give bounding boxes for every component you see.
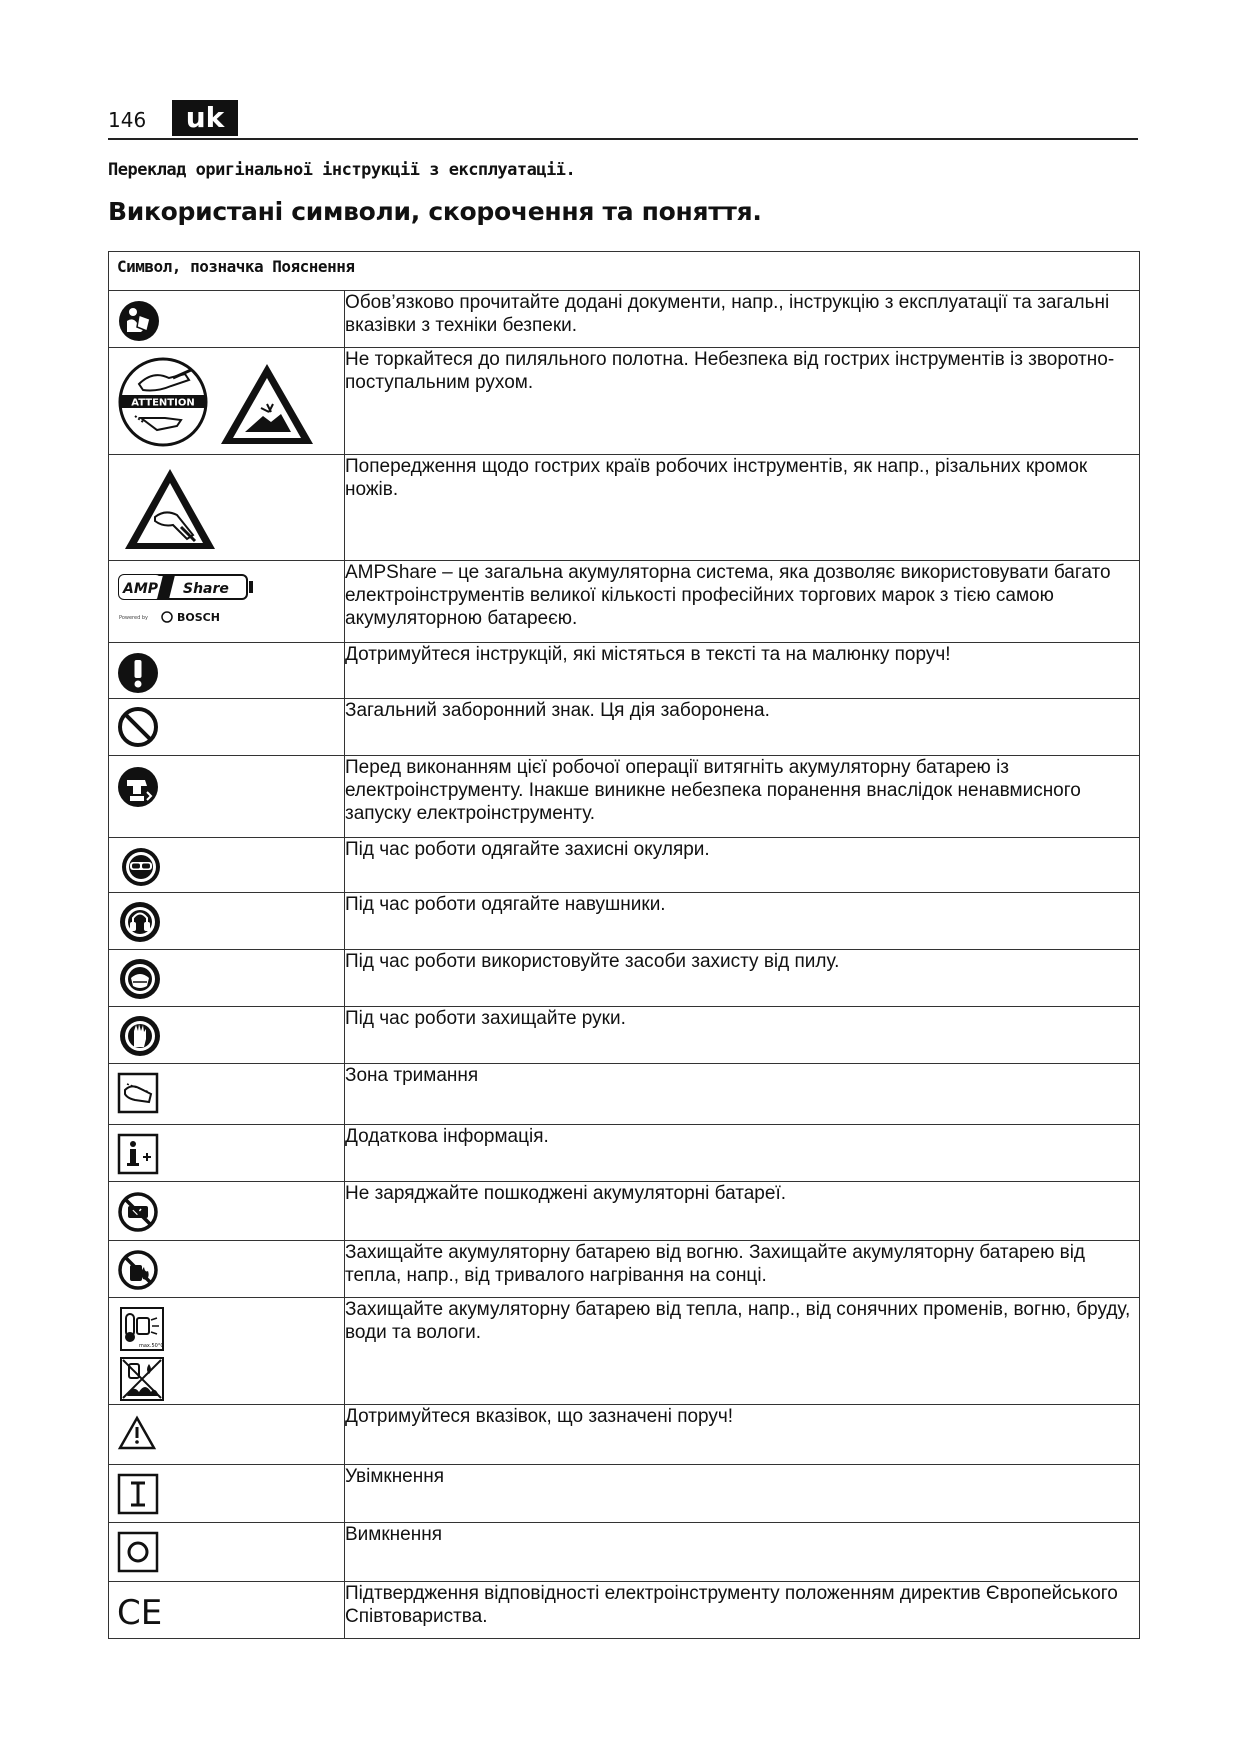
table-row	[109, 699, 1140, 756]
row-text: Обов’язково прочитайте додані документи, напр., інструкцію з експлуатації та загальні вказівки з техніки безпеки.	[345, 291, 1140, 348]
row-text: Зона тримання	[345, 1064, 1140, 1125]
prohibition-icon	[117, 706, 159, 748]
table-row	[109, 1182, 1140, 1241]
max-temperature-label: max.50°C	[139, 1343, 164, 1349]
section-title: Використані символи, скорочення та поняття.	[108, 197, 762, 226]
table-header-row	[109, 252, 1140, 291]
gloves-icon	[119, 1015, 161, 1057]
table-header	[109, 252, 1140, 291]
row-text: Попередження щодо гострих країв робочих інструментів, як напр., різальних кромок ножів.	[345, 455, 1140, 561]
warning-triangle-icon	[117, 1415, 157, 1451]
row-text: Загальний заборонний знак. Ця дія заборонена.	[345, 699, 1140, 756]
table-row	[109, 950, 1140, 1007]
ce-label: CE	[117, 1594, 163, 1628]
read-manual-icon	[117, 299, 161, 343]
saw-warning-icon	[217, 360, 317, 448]
table-row	[109, 838, 1140, 893]
ear-protection-icon	[119, 901, 161, 943]
row-text: Не заряджайте пошкоджені акумуляторні батареї.	[345, 1182, 1140, 1241]
table-row	[109, 348, 1140, 455]
column-header-symbol: Символ, позначка	[117, 257, 264, 276]
page-header	[108, 100, 1138, 140]
powered-by-label: Powered by	[119, 615, 148, 621]
row-text: AMPShare – це загальна акумуляторна система, яка дозволяє використовувати багато електроінструментів великої кількості професійних торгових марок з тією самою акумуляторною батареєю.	[345, 561, 1140, 643]
attention-label: ATTENTION	[131, 397, 195, 409]
table-row	[109, 1007, 1140, 1064]
table-row	[109, 1298, 1140, 1405]
grip-zone-icon	[117, 1072, 159, 1114]
sharp-edges-warning-icon	[121, 465, 219, 553]
row-text: Перед виконанням цієї робочої операції витягніть акумуляторну батарею із електроінструменту. Інакше виникне небезпека поранення внаслідок ненавмисного запуску електроінструменту.	[345, 756, 1140, 838]
battery-fire-protection-icon	[117, 1249, 159, 1291]
ce-mark-icon	[117, 1594, 167, 1628]
symbols-table	[108, 251, 1140, 1639]
column-header-explanation: Пояснення	[272, 257, 355, 276]
language-badge: uk	[172, 100, 238, 136]
page-number: 146	[108, 108, 147, 132]
row-text: Увімкнення	[345, 1465, 1140, 1523]
no-charge-damaged-battery-icon	[117, 1191, 159, 1233]
battery-heat-water-icon	[119, 1356, 165, 1402]
row-text: Захищайте акумуляторну батарею від вогню. Захищайте акумуляторну батарею від тепла, напр., від тривалого нагрівання на сонці.	[345, 1241, 1140, 1298]
table-row	[109, 1465, 1140, 1523]
row-text: Дотримуйтеся інструкцій, які містяться в тексті та на малюнку поруч!	[345, 643, 1140, 699]
table-row	[109, 291, 1140, 348]
table-row	[109, 455, 1140, 561]
table-row	[109, 1241, 1140, 1298]
table-row	[109, 1064, 1140, 1125]
exclamation-icon	[117, 652, 159, 694]
share-label: Share	[183, 581, 229, 597]
row-text: Під час роботи захищайте руки.	[345, 1007, 1140, 1064]
table-row	[109, 1405, 1140, 1465]
power-off-icon	[117, 1531, 159, 1573]
safety-goggles-icon	[121, 847, 161, 887]
row-text: Підтвердження відповідності електроінструменту положенням директив Європейського Співтовариства.	[345, 1582, 1140, 1639]
row-text: Під час роботи одягайте захисні окуляри.	[345, 838, 1140, 893]
table-row	[109, 643, 1140, 699]
row-text: Під час роботи одягайте навушники.	[345, 893, 1140, 950]
table-row	[109, 1523, 1140, 1582]
table-row	[109, 1125, 1140, 1182]
table-row	[109, 756, 1140, 838]
remove-battery-icon	[117, 766, 159, 808]
row-text: Додаткова інформація.	[345, 1125, 1140, 1182]
amp-label: AMP	[123, 581, 159, 597]
row-text: Вимкнення	[345, 1523, 1140, 1582]
document-subtitle: Переклад оригінальної інструкції з експлуатації.	[108, 160, 576, 180]
row-text: Дотримуйтеся вказівок, що зазначені поруч!	[345, 1405, 1140, 1465]
row-text: Під час роботи використовуйте засоби захисту від пилу.	[345, 950, 1140, 1007]
row-text: Не торкайтеся до пиляльного полотна. Небезпека від гострих інструментів із зворотно-поступальним рухом.	[345, 348, 1140, 455]
table-row	[109, 893, 1140, 950]
ampshare-logo-icon	[117, 571, 257, 631]
row-text: Захищайте акумуляторну батарею від тепла, напр., від сонячних променів, вогню, бруду, води та вологи.	[345, 1298, 1140, 1405]
table-row	[109, 561, 1140, 643]
dust-mask-icon	[119, 958, 161, 1000]
battery-heat-icon	[119, 1306, 165, 1352]
table-row	[109, 1582, 1140, 1639]
bosch-label: BOSCH	[177, 611, 220, 624]
attention-saw-blade-icon	[117, 356, 209, 448]
power-on-icon	[117, 1473, 159, 1515]
info-plus-icon	[117, 1133, 159, 1175]
